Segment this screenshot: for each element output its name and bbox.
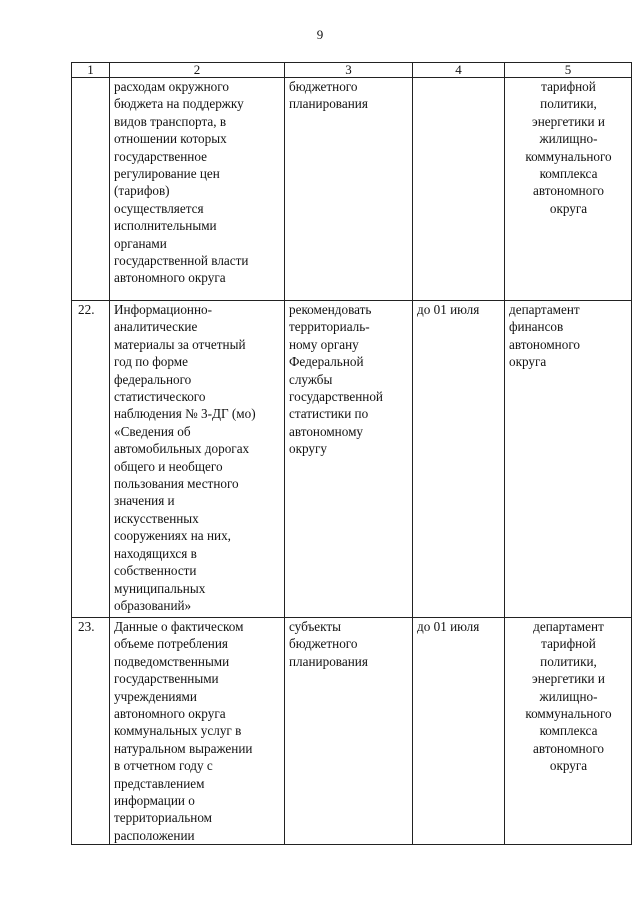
table-body — [72, 78, 632, 845]
provider-cell — [285, 618, 413, 845]
table-row — [72, 301, 632, 618]
provider-cell — [285, 301, 413, 618]
deadline-cell — [413, 78, 505, 301]
page-number: 9 — [316, 27, 324, 42]
provider-text: бюджетного планирования — [289, 79, 368, 112]
table-header — [72, 63, 632, 78]
provider-text: рекомендовать территориаль- ному органу Федеральной службы государственной статистики по автономному округу — [289, 302, 383, 457]
table-row — [72, 78, 632, 301]
description-cell — [110, 618, 285, 845]
deadline-text: до 01 июля — [417, 619, 480, 634]
table-row — [72, 618, 632, 845]
header-row — [72, 63, 632, 78]
deadline-cell — [413, 618, 505, 845]
recipient-text: департамент финансов автономного округа — [509, 302, 581, 370]
row-number: 23. — [78, 619, 95, 634]
description-text: Информационно- аналитические материалы за отчетный год по форме федерального статистического наблюдения № 3-ДГ (мо) «Сведения об автомобильных дорогах общего и необщего пользования местного значения и искусственных сооружениях на них, находящихся в собственности муниципальных образований» — [114, 302, 256, 613]
provider-cell — [285, 78, 413, 301]
row-number-cell — [72, 301, 110, 618]
recipient-text: департамент тарифной политики, энергетики и жилищно- коммунального комплекса автономного округа — [525, 619, 612, 774]
column-header-2: 2 — [110, 63, 285, 78]
deadline-cell — [413, 301, 505, 618]
recipient-cell — [505, 618, 632, 845]
description-text: Данные о фактическом объеме потребления подведомственными государственными учреждениями автономного округа коммунальных услуг в натуральном выражении в отчетном году с представлением информации о территориальном расположении — [114, 619, 253, 843]
description-cell — [110, 301, 285, 618]
description-cell — [110, 78, 285, 301]
column-header-3: 3 — [285, 63, 413, 78]
recipient-text: тарифной политики, энергетики и жилищно- коммунального комплекса автономного округа — [525, 79, 612, 216]
column-header-1: 1 — [72, 63, 110, 78]
data-table — [71, 62, 632, 845]
recipient-cell — [505, 78, 632, 301]
provider-text: субъекты бюджетного планирования — [289, 619, 368, 669]
description-text: расходам окружного бюджета на поддержку видов транспорта, в отношении которых государственное регулирование цен (тарифов) осуществляется исполнительными органами государственной власти автономного округа — [114, 79, 249, 286]
row-number-cell — [72, 78, 110, 301]
column-header-5: 5 — [505, 63, 632, 78]
column-header-4: 4 — [413, 63, 505, 78]
row-number-cell — [72, 618, 110, 845]
row-number: 22. — [78, 302, 95, 317]
recipient-cell — [505, 301, 632, 618]
deadline-text: до 01 июля — [417, 302, 480, 317]
